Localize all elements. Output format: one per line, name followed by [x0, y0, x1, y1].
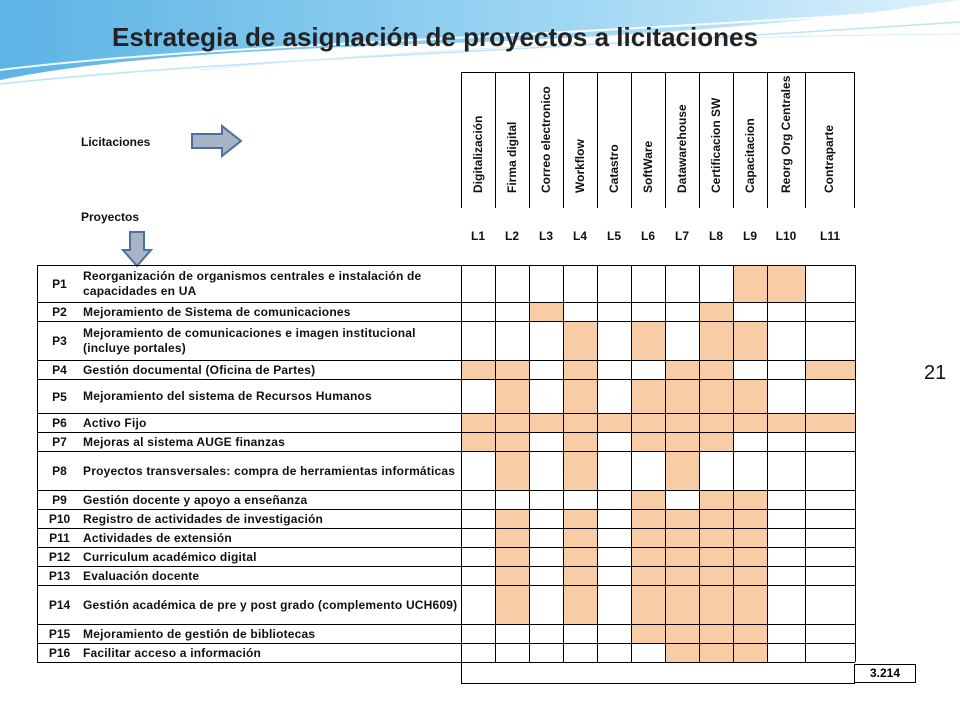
assignment-cell: [529, 585, 563, 624]
assignment-cell-marked: [495, 566, 529, 585]
assignment-cell: [597, 624, 631, 643]
assignment-cell: [631, 643, 665, 662]
project-code: P4: [37, 360, 81, 379]
assignment-cell: [495, 643, 529, 662]
assignment-cell-marked: [767, 413, 805, 432]
tender-name: Datawarehouse: [674, 104, 689, 193]
assignment-cell: [529, 490, 563, 509]
assignment-cell-marked: [563, 528, 597, 547]
assignment-cell: [767, 566, 805, 585]
assignment-cell-marked: [563, 585, 597, 624]
assignment-cell-marked: [733, 547, 767, 566]
tender-code: L2: [504, 229, 519, 243]
assignment-cell: [805, 265, 855, 302]
project-name: Facilitar acceso a información: [81, 643, 461, 662]
project-code: P6: [37, 413, 81, 432]
assignment-cell: [529, 643, 563, 662]
assignment-cell: [529, 432, 563, 451]
assignment-cell-marked: [495, 509, 529, 528]
assignment-cell: [461, 547, 495, 566]
project-name: Curriculum académico digital: [81, 547, 461, 566]
tender-code: L9: [742, 229, 757, 243]
tender-code: L3: [538, 229, 553, 243]
assignment-cell: [805, 509, 855, 528]
assignment-cell: [767, 321, 805, 360]
assignment-cell-marked: [563, 566, 597, 585]
assignment-cell: [597, 566, 631, 585]
tender-code: L6: [640, 229, 655, 243]
assignment-cell-marked: [699, 321, 733, 360]
tender-code: L5: [606, 229, 621, 243]
assignment-cell: [529, 360, 563, 379]
assignment-cell: [805, 379, 855, 413]
assignment-cell-marked: [631, 547, 665, 566]
assignment-cell-marked: [563, 321, 597, 360]
assignment-cell-marked: [699, 379, 733, 413]
assignment-cell-marked: [563, 360, 597, 379]
assignment-cell: [563, 643, 597, 662]
project-name: Proyectos transversales: compra de herramientas informáticas: [81, 451, 461, 490]
tender-name: Capacitacion: [742, 118, 757, 193]
assignment-cell-marked: [563, 509, 597, 528]
assignment-cell: [805, 528, 855, 547]
assignment-cell-marked: [631, 624, 665, 643]
assignment-cell-marked: [699, 585, 733, 624]
tender-header: [563, 72, 597, 208]
assignment-cell: [563, 302, 597, 321]
assignment-cell-marked: [733, 379, 767, 413]
assignment-cell: [563, 490, 597, 509]
project-code: P7: [37, 432, 81, 451]
assignment-cell-marked: [699, 528, 733, 547]
assignment-cell: [665, 490, 699, 509]
assignment-cell: [461, 509, 495, 528]
assignment-cell: [805, 624, 855, 643]
tender-code: L8: [708, 229, 723, 243]
assignment-cell: [461, 379, 495, 413]
assignment-cell-marked: [733, 566, 767, 585]
assignment-cell: [767, 302, 805, 321]
project-code: P1: [37, 265, 81, 302]
assignment-cell: [495, 265, 529, 302]
assignment-cell-marked: [495, 360, 529, 379]
project-name: Mejoramiento del sistema de Recursos Humanos: [81, 379, 461, 413]
assignment-cell: [461, 643, 495, 662]
assignment-cell-marked: [631, 509, 665, 528]
assignment-cell-marked: [665, 413, 699, 432]
tender-header: [631, 72, 665, 208]
assignment-cell: [597, 585, 631, 624]
assignment-cell: [597, 528, 631, 547]
assignment-cell: [767, 432, 805, 451]
assignment-cell-marked: [495, 585, 529, 624]
assignment-cell: [529, 547, 563, 566]
project-name: Gestión documental (Oficina de Partes): [81, 360, 461, 379]
assignment-cell-marked: [805, 360, 855, 379]
assignment-cell: [597, 360, 631, 379]
assignment-cell-marked: [665, 451, 699, 490]
assignment-cell: [461, 321, 495, 360]
total-value: 3.214: [854, 664, 916, 683]
project-code: P16: [37, 643, 81, 662]
assignment-cell: [767, 547, 805, 566]
assignment-cell: [461, 265, 495, 302]
assignment-cell: [597, 321, 631, 360]
assignment-cell: [461, 624, 495, 643]
tender-code: L1: [470, 229, 485, 243]
tender-name: Workflow: [572, 139, 587, 193]
assignment-cell-marked: [631, 528, 665, 547]
assignment-cell-marked: [631, 413, 665, 432]
tender-header: [805, 72, 855, 208]
slide-number: 21: [924, 362, 947, 384]
assignment-cell-marked: [631, 432, 665, 451]
assignment-cell: [805, 321, 855, 360]
assignment-cell-marked: [733, 528, 767, 547]
assignment-cell-marked: [699, 643, 733, 662]
assignment-cell-marked: [461, 413, 495, 432]
assignment-cell-marked: [665, 585, 699, 624]
assignment-cell: [529, 265, 563, 302]
assignment-cell-marked: [631, 585, 665, 624]
assignment-cell: [767, 528, 805, 547]
assignment-cell: [597, 643, 631, 662]
assignment-cell: [495, 321, 529, 360]
assignment-cell: [461, 528, 495, 547]
assignment-cell-marked: [699, 413, 733, 432]
assignment-cell: [733, 432, 767, 451]
assignment-cell: [665, 302, 699, 321]
assignment-cell: [767, 624, 805, 643]
assignment-cell-marked: [699, 547, 733, 566]
assignment-cell-marked: [699, 509, 733, 528]
assignment-cell-marked: [495, 413, 529, 432]
assignment-cell: [733, 360, 767, 379]
assignment-cell-marked: [699, 566, 733, 585]
assignment-cell: [805, 432, 855, 451]
assignment-cell-marked: [529, 302, 563, 321]
assignment-cell-marked: [733, 509, 767, 528]
assignment-cell: [461, 451, 495, 490]
project-name: Mejoramiento de Sistema de comunicaciones: [81, 302, 461, 321]
tender-code: L7: [674, 229, 689, 243]
tender-header: [665, 72, 699, 208]
arrow-down-icon: [121, 230, 153, 268]
assignment-cell-marked: [665, 547, 699, 566]
assignment-cell-marked: [563, 379, 597, 413]
assignment-cell-marked: [699, 624, 733, 643]
project-name: Mejoramiento de comunicaciones e imagen institucional (incluye portales): [81, 321, 461, 360]
assignment-cell-marked: [495, 547, 529, 566]
assignment-cell-marked: [699, 432, 733, 451]
assignment-cell-marked: [699, 490, 733, 509]
project-name: Registro de actividades de investigación: [81, 509, 461, 528]
assignment-cell: [767, 490, 805, 509]
assignment-cell-marked: [631, 379, 665, 413]
assignment-cell-marked: [665, 643, 699, 662]
assignment-cell: [767, 451, 805, 490]
assignment-cell-marked: [767, 265, 805, 302]
project-code: P10: [37, 509, 81, 528]
assignment-cell-marked: [665, 360, 699, 379]
project-code: P8: [37, 451, 81, 490]
assignment-cell-marked: [563, 547, 597, 566]
assignment-cell: [805, 643, 855, 662]
assignment-cell: [805, 302, 855, 321]
assignment-cell-marked: [597, 413, 631, 432]
assignment-cell: [529, 451, 563, 490]
project-name: Mejoramiento de gestión de bibliotecas: [81, 624, 461, 643]
arrow-right-icon: [190, 124, 244, 158]
assignment-cell: [597, 265, 631, 302]
tender-name: Certificacion SW: [708, 97, 723, 193]
assignment-cell-marked: [563, 413, 597, 432]
assignment-cell: [495, 490, 529, 509]
assignment-cell: [529, 321, 563, 360]
assignment-cell-marked: [495, 451, 529, 490]
assignment-cell-marked: [805, 413, 855, 432]
assignment-cell-marked: [733, 624, 767, 643]
assignment-cell: [597, 432, 631, 451]
tender-code: L4: [572, 229, 587, 243]
assignment-cell: [631, 302, 665, 321]
assignment-cell-marked: [461, 432, 495, 451]
tender-name: Catastro: [606, 144, 621, 193]
assignment-cell: [597, 509, 631, 528]
assignment-cell-marked: [495, 528, 529, 547]
assignment-cell: [495, 302, 529, 321]
project-name: Actividades de extensión: [81, 528, 461, 547]
project-code: P15: [37, 624, 81, 643]
assignment-cell: [631, 265, 665, 302]
assignment-cell: [597, 302, 631, 321]
licitaciones-label: Licitaciones: [81, 135, 151, 149]
assignment-cell: [767, 379, 805, 413]
assignment-cell: [631, 451, 665, 490]
project-name: Gestión académica de pre y post grado (complemento UCH609): [81, 585, 461, 624]
project-code: P3: [37, 321, 81, 360]
tender-name: Correo electronico: [538, 86, 553, 193]
tender-name: Firma digital: [504, 121, 519, 193]
project-code: P2: [37, 302, 81, 321]
tender-code: L11: [819, 229, 840, 243]
project-code: P9: [37, 490, 81, 509]
assignment-cell: [805, 451, 855, 490]
assignment-cell: [461, 566, 495, 585]
assignment-cell: [461, 490, 495, 509]
assignment-cell-marked: [665, 509, 699, 528]
assignment-cell-marked: [461, 360, 495, 379]
total-row-border: [461, 683, 855, 684]
grid-border-left: [37, 265, 38, 662]
assignment-cell-marked: [733, 265, 767, 302]
tender-name: Digitalización: [470, 115, 485, 193]
tender-code: L10: [775, 229, 797, 243]
project-name: Gestión docente y apoyo a enseñanza: [81, 490, 461, 509]
assignment-cell-marked: [563, 451, 597, 490]
assignment-cell-marked: [665, 528, 699, 547]
assignment-cell-marked: [733, 643, 767, 662]
tender-name: Contraparte: [822, 124, 836, 193]
assignment-cell: [597, 547, 631, 566]
assignment-cell: [597, 490, 631, 509]
project-code: P12: [37, 547, 81, 566]
assignment-cell: [529, 528, 563, 547]
assignment-cell: [529, 624, 563, 643]
assignment-cell: [805, 490, 855, 509]
project-name: Mejoras al sistema AUGE finanzas: [81, 432, 461, 451]
assignment-cell: [767, 585, 805, 624]
assignment-cell: [805, 585, 855, 624]
assignment-cell-marked: [665, 379, 699, 413]
assignment-cell-marked: [699, 302, 733, 321]
assignment-cell-marked: [563, 432, 597, 451]
tender-header: [767, 72, 805, 208]
assignment-cell: [733, 451, 767, 490]
assignment-cell-marked: [631, 490, 665, 509]
assignment-cell: [767, 643, 805, 662]
assignment-cell: [665, 321, 699, 360]
tender-header: [699, 72, 733, 208]
assignment-cell-marked: [665, 566, 699, 585]
assignment-cell-marked: [631, 321, 665, 360]
assignment-cell: [699, 265, 733, 302]
assignment-cell: [767, 360, 805, 379]
tender-header: [733, 72, 767, 208]
assignment-cell: [461, 585, 495, 624]
grid-border-bottom: [37, 662, 855, 663]
assignment-cell: [461, 302, 495, 321]
proyectos-label: Proyectos: [81, 210, 140, 224]
assignment-cell-marked: [495, 379, 529, 413]
assignment-cell: [699, 451, 733, 490]
total-row-border: [461, 662, 462, 683]
assignment-cell: [597, 379, 631, 413]
project-name: Activo Fijo: [81, 413, 461, 432]
slide-title: Estrategia de asignación de proyectos a licitaciones: [112, 22, 758, 52]
assignment-cell: [665, 265, 699, 302]
tender-name: SoftWare: [640, 140, 655, 193]
project-code: P14: [37, 585, 81, 624]
grid-border-top: [37, 265, 855, 266]
assignment-cell-marked: [733, 585, 767, 624]
assignment-cell-marked: [733, 321, 767, 360]
project-code: P5: [37, 379, 81, 413]
assignment-cell-marked: [665, 432, 699, 451]
assignment-cell: [563, 265, 597, 302]
grid-border-right: [855, 265, 856, 662]
tender-header: [529, 72, 563, 208]
assignment-cell-marked: [631, 566, 665, 585]
assignment-cell: [767, 509, 805, 528]
assignment-cell-marked: [495, 432, 529, 451]
assignment-cell-marked: [665, 624, 699, 643]
project-code: P13: [37, 566, 81, 585]
assignment-cell: [733, 302, 767, 321]
assignment-cell: [529, 509, 563, 528]
tender-name: Reorg Org Centrales: [778, 75, 793, 193]
tender-header: [461, 72, 495, 208]
project-name: Evaluación docente: [81, 566, 461, 585]
assignment-cell: [597, 451, 631, 490]
assignment-cell: [529, 379, 563, 413]
assignment-cell: [805, 566, 855, 585]
assignment-cell: [495, 624, 529, 643]
assignment-cell-marked: [733, 413, 767, 432]
assignment-cell: [563, 624, 597, 643]
tender-header: [495, 72, 529, 208]
assignment-cell: [805, 547, 855, 566]
project-code: P11: [37, 528, 81, 547]
assignment-cell: [631, 360, 665, 379]
assignment-cell-marked: [733, 490, 767, 509]
assignment-cell-marked: [529, 413, 563, 432]
project-name: Reorganización de organismos centrales e instalación de capacidades en UA: [81, 265, 461, 302]
assignment-cell-marked: [699, 360, 733, 379]
tender-header: [597, 72, 631, 208]
assignment-cell: [529, 566, 563, 585]
